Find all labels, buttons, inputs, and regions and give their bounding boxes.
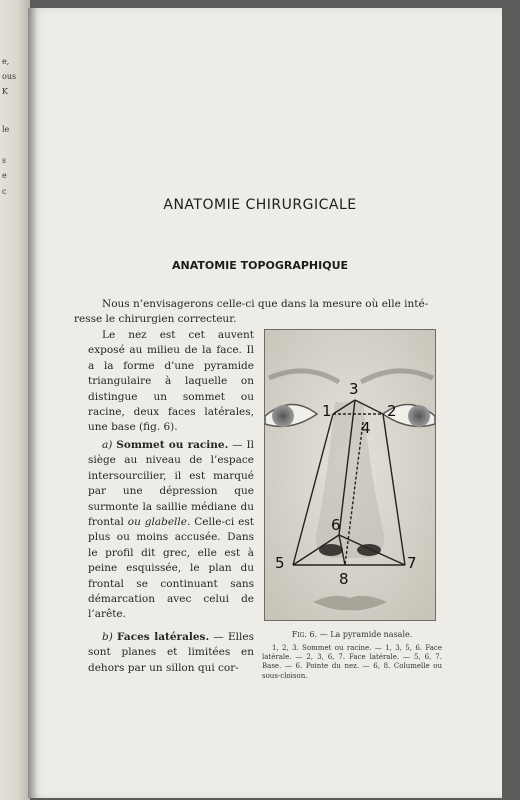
paragraph-italic-text: ou glabelle.	[127, 516, 191, 529]
chapter-title: ANATOMIE CHIRURGICALE	[163, 197, 357, 213]
paragraph-text: Celle-ci est plus ou moins accusée. Dans le profil dit grec, elle est à peine esquissée, le plan du frontal se continuant sans démarcation avec celui de l’arête.	[88, 516, 254, 621]
intro-line-1: Nous n’envisagerons celle-ci que dans la mesure où elle inté-	[102, 298, 429, 310]
section-subtitle: ANATOMIE TOPOGRAPHIQUE	[171, 259, 349, 272]
face-illustration	[265, 330, 435, 620]
figure-label-5: 5	[275, 554, 285, 572]
figure-caption-title	[262, 630, 442, 639]
figure-label-3: 3	[349, 380, 359, 398]
figure-label-2: 2	[387, 402, 397, 420]
paragraph-text: — Elles sont planes et limitées en dehors par un sillon qui cor-	[88, 631, 254, 674]
margin-fragment: K	[2, 87, 8, 96]
paragraph-definition: Le nez est cet auvent exposé au milieu de la face. Il a la forme d’une pyramide triangulaire à laquelle on distingue un sommet ou racine, deux faces latérales, une base (fig. 6).	[88, 329, 254, 434]
figure-label-6: 6	[331, 516, 341, 534]
intro-paragraph	[74, 297, 448, 328]
intro-line-2: resse le chirurgien correcteur.	[74, 313, 237, 326]
margin-fragment: e,	[2, 57, 10, 66]
paragraph-sommet	[88, 438, 254, 623]
margin-fragment: e	[2, 171, 7, 180]
margin-fragment: c	[2, 187, 7, 196]
paragraph-heading: Faces latérales.	[117, 631, 210, 643]
paragraph-heading: Sommet ou racine.	[116, 439, 229, 451]
figure-caption-body: 1, 2, 3. Sommet ou racine. — 1, 3, 5, 6. Face latérale. — 2, 3, 6, 7. Face latérale. — 5, 6, 7. Base. — 6. Pointe du nez. — 6, 8. Columelle ou sous-cloison.	[262, 644, 442, 680]
paragraph-letter: b)	[102, 631, 113, 643]
margin-fragment: ous	[2, 72, 17, 81]
paragraph-faces	[88, 630, 254, 676]
figure-label-7: 7	[407, 554, 417, 572]
figure-label-1: 1	[322, 402, 332, 420]
previous-page-edge	[0, 0, 30, 800]
figure-nasal-pyramid	[264, 329, 436, 621]
paragraph-text: — Il siège au niveau de l’espace intersourcilier, il est marqué par une dépression que surmonte la saillie médiane du frontal	[88, 439, 254, 529]
margin-fragment: le	[2, 125, 10, 134]
page-gutter-shadow	[28, 8, 38, 798]
figure-label-8: 8	[339, 570, 349, 588]
figure-label-4: 4	[361, 419, 371, 437]
figure-title: — La pyramide nasale.	[317, 630, 413, 639]
margin-fragment: s	[2, 156, 7, 165]
figure-number: Fig. 6.	[291, 630, 318, 639]
paragraph-letter: a)	[102, 439, 113, 451]
